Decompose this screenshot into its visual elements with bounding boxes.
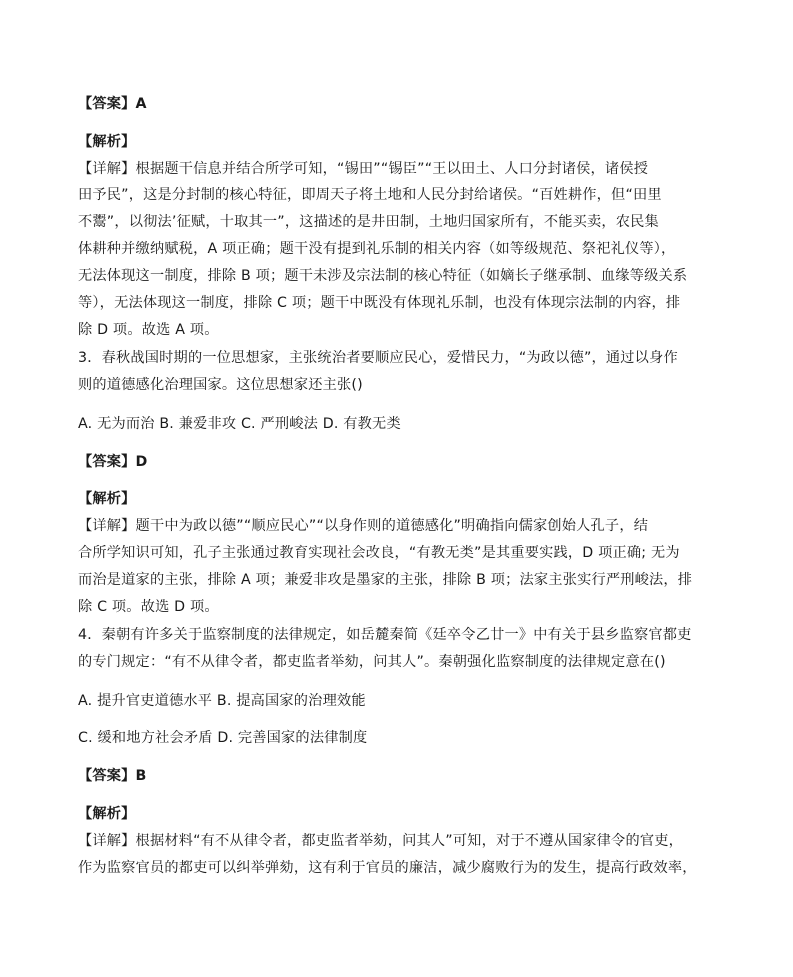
- q4-detail-line: 【详解】根据材料“有不从律令者，都吏监者举劾，问其人”可知，对于不遵从国家律令的官吏，: [78, 833, 683, 849]
- q2-detail-line: 体耕种并缴纳赋税，A 项正确；题干没有提到礼乐制的相关内容（如等级规范、祭祀礼仪等），: [78, 241, 676, 257]
- q4-stem-line: 的专门规定：“有不从律令者，都吏监者举劾，问其人”。秦朝强化监察制度的法律规定意在(): [78, 654, 666, 670]
- q4-answer: 【答案】B: [78, 768, 147, 784]
- q3-detail-line: 【详解】题干中为政以德”“顺应民心”“以身作则的道德感化”明确指向儒家创始人孔子，结: [78, 518, 649, 534]
- q2-answer: 【答案】A: [78, 96, 147, 112]
- q4-analysis-heading: 【解析】: [78, 806, 136, 822]
- q3-stem-line: 3．春秋战国时期的一位思想家，主张统治者要顺应民心，爱惜民力，“为政以德”，通过以身作: [78, 350, 678, 366]
- q2-detail-line: 【详解】根据题干信息并结合所学可知，“锡田”“锡臣”“王以田土、人口分封诸侯，诸侯授: [78, 161, 649, 177]
- q3-analysis-heading: 【解析】: [78, 491, 136, 507]
- q2-detail-line: 除 D 项。故选 A 项。: [78, 322, 219, 338]
- q4-detail-line: 作为监察官员的都吏可以纠举弹劾，这有利于官员的廉洁，减少腐败行为的发生，提高行政效率，: [78, 860, 697, 876]
- q4-options-line: C. 缓和地方社会矛盾 D. 完善国家的法律制度: [78, 730, 368, 746]
- q2-detail-line: 等），无法体现这一制度，排除 C 项；题干中既没有体现礼乐制，也没有体现宗法制的内容，排: [78, 295, 681, 311]
- q3-answer: 【答案】D: [78, 454, 148, 470]
- q4-options-line: A. 提升官吏道德水平 B. 提高国家的治理效能: [78, 693, 366, 709]
- q4-stem-line: 4．秦朝有许多关于监察制度的法律规定，如岳麓秦简《廷卒令乙廿一》中有关于县乡监察官都吏: [78, 627, 692, 643]
- q2-analysis-heading: 【解析】: [78, 134, 136, 150]
- q3-stem-line: 则的道德感化治理国家。这位思想家还主张(): [78, 377, 363, 393]
- q3-detail-line: 除 C 项。故选 D 项。: [78, 599, 219, 615]
- q3-detail-line: 而治是道家的主张，排除 A 项；兼爱非攻是墨家的主张，排除 B 项；法家主张实行严刑峻法，排: [78, 572, 693, 588]
- q2-detail-line: 不鬻”，以彻法’征赋，十取其一”，这描述的是井田制，土地归国家所有，不能买卖，农民集: [78, 214, 659, 230]
- q2-detail-line: 田予民”，这是分封制的核心特征，即周天子将土地和人民分封给诸侯。“百姓耕作，但“田里: [78, 187, 662, 203]
- q3-detail-line: 合所学知识可知，孔子主张通过教育实现社会改良，“有教无类”是其重要实践，D 项正确; 无为: [78, 545, 680, 561]
- q2-detail-line: 无法体现这一制度，排除 B 项；题干未涉及宗法制的核心特征（如嫡长子继承制、血缘等级关系: [78, 268, 688, 284]
- q3-options: A. 无为而治 B. 兼爱非攻 C. 严刑峻法 D. 有教无类: [78, 416, 401, 432]
